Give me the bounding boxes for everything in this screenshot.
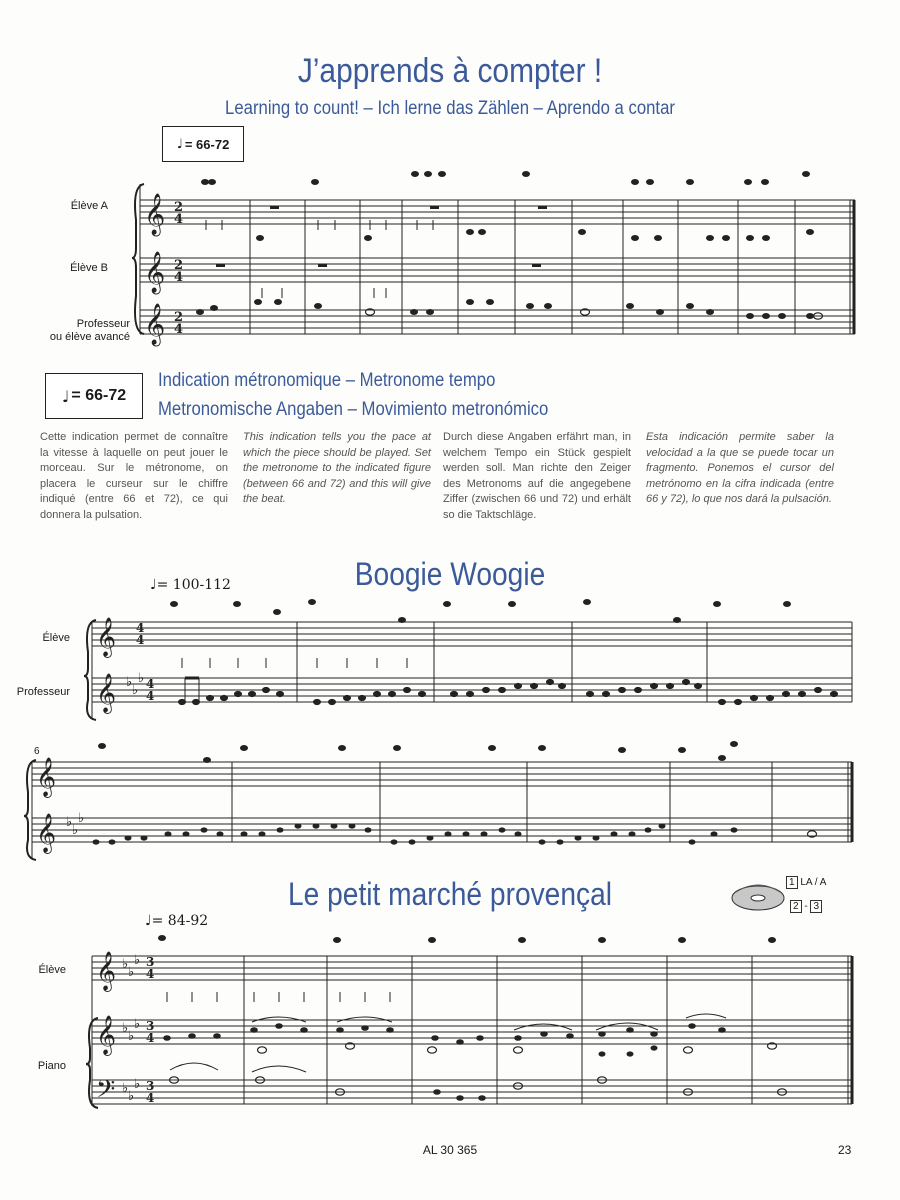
svg-text:4: 4 <box>146 967 155 981</box>
treble-clef-icon <box>96 617 116 714</box>
cd-track-row-2 <box>790 900 822 913</box>
page-title: J’apprends à compter ! <box>297 52 603 90</box>
track-3: 3 <box>810 900 822 913</box>
cd-icon <box>728 874 786 918</box>
tempo-value: = 66-72 <box>71 387 127 404</box>
quarter-note-icon: ♩ <box>150 577 157 593</box>
part-label-piano: Piano <box>37 1060 66 1072</box>
staff-lines <box>92 956 852 1104</box>
quarter-note-icon: ♩ <box>176 136 183 152</box>
svg-text:3: 3 <box>146 955 155 969</box>
svg-text:♭: ♭ <box>132 683 139 698</box>
svg-text:♭: ♭ <box>134 1077 141 1092</box>
notes <box>98 741 738 763</box>
svg-text:♭: ♭ <box>72 823 79 838</box>
score-system-piece1 <box>130 160 860 360</box>
half-notes <box>170 1043 787 1095</box>
system-brace <box>132 184 144 334</box>
svg-text:♭: ♭ <box>126 675 133 690</box>
time-signature <box>146 955 154 1105</box>
part-label-eleve: Élève <box>42 632 70 644</box>
time-signature <box>174 200 183 337</box>
count-ticks <box>182 658 407 668</box>
svg-text:3: 3 <box>146 1019 155 1033</box>
metronome-text-fr: Cette indication permet de connaître la vitesse à laquelle on peut jouer le morceau. Sur le métronome, on placera le curseur sur le chiffre indiqué (entre 66 et 72), ce qui donnera la pulsation. <box>40 431 228 521</box>
piece-title-marche: Le petit marché provençal <box>287 876 613 912</box>
treble-clef-icon <box>36 757 56 854</box>
system-brace <box>84 620 96 720</box>
piece-title-boogie: Boogie Woogie <box>354 556 546 592</box>
measure-number: 6 <box>34 746 40 757</box>
metronome-text-de: Durch diese Angaben erfährt man, in welchem Tempo ein Stück gespielt werden soll. Man richte den Zeiger des Metronoms auf die angegebene Ziffer (zwischen 66 und 72) und erhält so die Taktschläge. <box>443 431 631 521</box>
svg-text:♭: ♭ <box>134 953 141 968</box>
part-label-eleve-a: Élève A <box>70 200 108 212</box>
barlines <box>244 956 852 1104</box>
score-system-marche <box>82 930 862 1120</box>
bass-clef-icon: 𝄢 <box>96 1075 116 1110</box>
svg-text:2: 2 <box>174 310 184 325</box>
svg-text:𝄞: 𝄞 <box>144 252 166 293</box>
tempo-mark-marche <box>145 913 208 929</box>
svg-text:♭: ♭ <box>122 957 129 972</box>
notes <box>158 935 776 1101</box>
page-number: 23 <box>838 1143 852 1157</box>
tempo-box-metronome <box>45 373 143 419</box>
metronome-text-es: Esta indicación permite saber la velocidad a la que se puede tocar un fragmento. Ponemos el cursor del metrónomo en la cifra indicada (entre 66 y 72), lo que nos dará la pulsación. <box>646 431 834 505</box>
slurs <box>170 1014 726 1072</box>
svg-text:𝄞: 𝄞 <box>96 673 117 713</box>
treble-clef-icon <box>96 951 116 1056</box>
part-label-line2: ou élève avancé <box>49 331 130 343</box>
quarter-note-icon: ♩ <box>145 913 152 929</box>
svg-text:4: 4 <box>146 1091 155 1105</box>
tempo-value: = 66-72 <box>184 136 230 152</box>
score-system-boogie-1 <box>82 590 862 730</box>
svg-text:𝄞: 𝄞 <box>96 617 117 657</box>
svg-text:♭: ♭ <box>138 671 145 686</box>
notes <box>170 599 791 623</box>
quarter-note-icon: ♩ <box>61 386 70 406</box>
part-label-professeur <box>20 318 130 344</box>
svg-text:♭: ♭ <box>134 1017 141 1032</box>
flat-key-signature <box>126 671 144 698</box>
score-system-boogie-2 <box>22 730 862 870</box>
svg-text:4: 4 <box>146 677 155 691</box>
eighth-note-groups <box>93 823 738 844</box>
part-label-eleve: Élève <box>38 964 66 976</box>
eighth-note-groups <box>179 678 838 705</box>
flat-key-signature <box>66 811 84 838</box>
svg-text:♭: ♭ <box>78 811 85 826</box>
svg-text:♭: ♭ <box>122 1021 129 1036</box>
part-label-eleve-b: Élève B <box>70 262 108 274</box>
svg-text:3: 3 <box>146 1079 155 1093</box>
svg-text:𝄞: 𝄞 <box>96 951 117 991</box>
svg-text:♭: ♭ <box>128 965 135 980</box>
svg-text:♭: ♭ <box>128 1089 135 1104</box>
track-2: 2 <box>790 900 802 913</box>
cd-track-row-1 <box>786 876 826 889</box>
svg-text:4: 4 <box>146 689 155 703</box>
notes <box>196 171 814 319</box>
catalog-number: AL 30 365 <box>422 1143 478 1157</box>
page-subtitle: Learning to count! – Ich lerne das Zählen – Aprendo a contar <box>225 98 675 119</box>
metronome-heading-2: Metronomische Angaben – Movimiento metronómico <box>158 399 549 420</box>
count-ticks <box>206 220 433 298</box>
staff-lines <box>92 622 852 702</box>
part-label-line1: Professeur <box>76 318 130 330</box>
track-separator: - <box>804 901 808 912</box>
track-1: 1 <box>786 876 798 889</box>
svg-text:2: 2 <box>174 258 184 273</box>
svg-text:𝄞: 𝄞 <box>144 304 166 345</box>
svg-text:𝄞: 𝄞 <box>36 757 57 797</box>
staff-lines <box>32 762 852 842</box>
metronome-text-en: This indication tells you the pace at which the piece should be played. Set the metronome to the indicated figure (between 66 and 72) and this will give the beat. <box>243 431 431 505</box>
cd-track-badge <box>728 874 838 920</box>
svg-text:♭: ♭ <box>66 815 73 830</box>
svg-text:𝄞: 𝄞 <box>36 813 57 853</box>
svg-text:♭: ♭ <box>122 1081 129 1096</box>
svg-text:♭: ♭ <box>128 1029 135 1044</box>
svg-text:4: 4 <box>174 270 184 285</box>
tempo-value: = 100-112 <box>156 577 231 593</box>
time-signature <box>136 621 154 703</box>
count-ticks <box>167 992 390 1002</box>
track-1-label: LA / A <box>800 877 827 888</box>
treble-clef-icon <box>144 193 165 346</box>
svg-text:𝄞: 𝄞 <box>144 194 166 235</box>
tempo-box-piece1 <box>162 126 244 162</box>
svg-text:2: 2 <box>174 200 184 215</box>
svg-text:4: 4 <box>136 621 145 635</box>
flat-key-signature <box>122 953 140 1104</box>
svg-text:4: 4 <box>146 1031 155 1045</box>
part-label-professeur: Professeur <box>16 686 70 698</box>
svg-text:4: 4 <box>174 322 184 337</box>
tempo-value: = 84-92 <box>151 913 209 929</box>
svg-text:4: 4 <box>136 633 145 647</box>
metronome-heading-1: Indication métronomique – Metronome tempo <box>158 370 496 391</box>
svg-text:𝄞: 𝄞 <box>96 1015 117 1055</box>
svg-text:4: 4 <box>174 212 184 227</box>
